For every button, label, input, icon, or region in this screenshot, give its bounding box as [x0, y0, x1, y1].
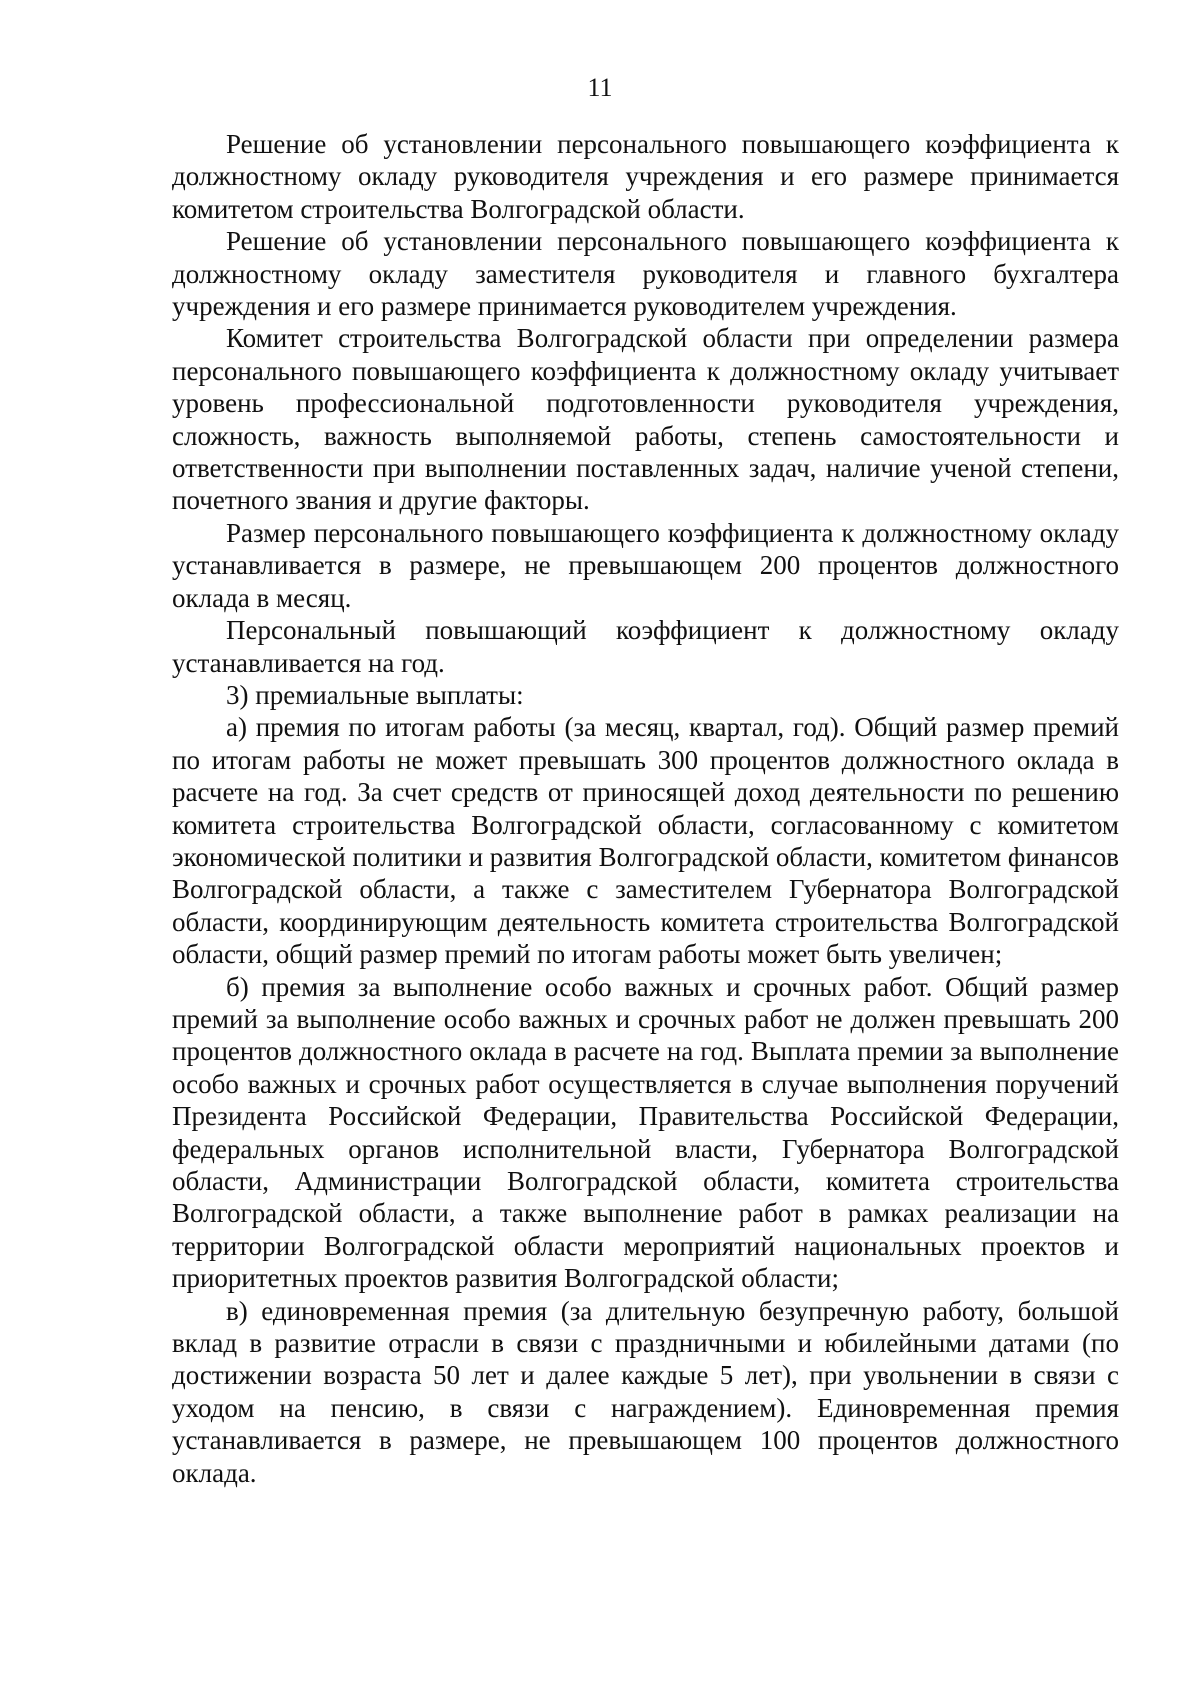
paragraph-personal-coefficient-director: Решение об установлении персонального повышающего коэффициента к должностному окладу руководителя учреждения и его размере принимается комитетом строительства Волгоградской области.: [172, 129, 1119, 224]
paragraph-coefficient-limit: Размер персонального повышающего коэффициента к должностному окладу устанавливается в размере, не превышающем 200 процентов должностного оклада в месяц.: [172, 517, 1119, 613]
paragraph-bonus-work-results: а) премия по итогам работы (за месяц, квартал, год). Общий размер премий по итогам работы не может превышать 300 процентов должностного оклада в расчете на год. За счет средств от приносящей доход деятельности по решению комитета строительства Волгоградской области, согласованному с комитетом экономической политики и развития Волгоградской области, комитетом финансов Волгоградской области, а также с заместителем Губернатора Волгоградской области, координирующим деятельность комитета строительства Волгоградской области, общий размер премий по итогам работы может быть увеличен;: [172, 712, 1119, 970]
page-number: 11: [587, 73, 613, 102]
document-body: [172, 128, 1119, 1489]
paragraph-personal-coefficient-deputy: Решение об установлении персонального повышающего коэффициента к должностному окладу заместителя руководителя и главного бухгалтера учреждения и его размере принимается руководителем учреждения.: [172, 226, 1119, 322]
paragraph-coefficient-term: Персональный повышающий коэффициент к должностному окладу устанавливается на год.: [172, 615, 1119, 678]
paragraph-bonus-one-time: в) единовременная премия (за длительную безупречную работу, большой вклад в развитие отрасли в связи с праздничными и юбилейными датами (по достижении возраста 50 лет и далее каждые 5 лет), при увольнении в связи с уходом на пенсию, в связи с награждением). Единовременная премия устанавливается в размере, не превышающем 100 процентов должностного оклада.: [172, 1295, 1119, 1488]
paragraph-bonus-payments-heading: 3) премиальные выплаты:: [226, 679, 524, 710]
paragraph-bonus-urgent-work: б) премия за выполнение особо важных и срочных работ. Общий размер премий за выполнение особо важных и срочных работ не должен превышать 200 процентов должностного оклада в расчете на год. Выплата премии за выполнение особо важных и срочных работ осуществляется в случае выполнения поручений Президента Российской Федерации, Правительства Российской Федерации, федеральных органов исполнительной власти, Губернатора Волгоградской области, Администрации Волгоградской области, комитета строительства Волгоградской области, а также выполнение работ в рамках реализации на территории Волгоградской области мероприятий национальных проектов и приоритетных проектов развития Волгоградской области;: [172, 971, 1119, 1294]
paragraph-coefficient-criteria: Комитет строительства Волгоградской области при определении размера персонального повышающего коэффициента к должностному окладу учитывает уровень профессиональной подготовленности руководителя учреждения, сложность, важность выполняемой работы, степень самостоятельности и ответственности при выполнении поставленных задач, наличие ученой степени, почетного звания и другие факторы.: [172, 323, 1119, 516]
